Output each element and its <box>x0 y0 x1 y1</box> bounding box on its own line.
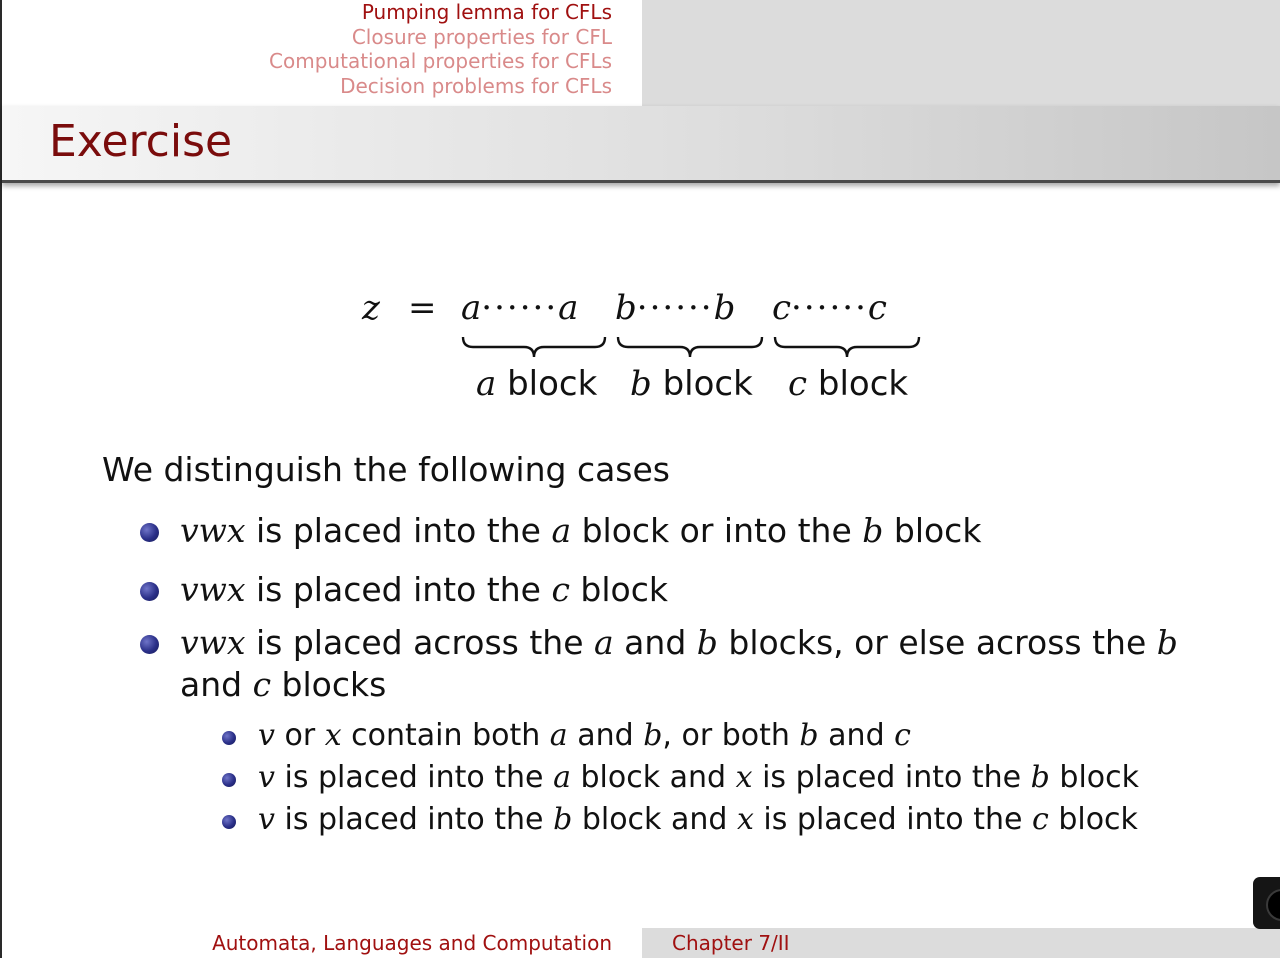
text-run: is placed into the <box>752 760 1031 795</box>
text-run: block and <box>570 760 736 795</box>
navigation-panel-right <box>642 0 1280 106</box>
b-block-symbol: b <box>630 364 652 404</box>
frame-title: Exercise <box>49 116 233 167</box>
text-run: blocks, or else across the <box>717 623 1157 662</box>
frame-title-bar <box>2 106 1280 183</box>
text-run: or <box>274 718 325 753</box>
math-a: a <box>551 511 572 550</box>
case-1 <box>180 510 981 552</box>
subcase-1 <box>258 716 911 756</box>
text-run: is placed into the <box>753 802 1032 837</box>
c-block-label <box>788 363 908 405</box>
bullet-icon <box>140 523 159 542</box>
math-a: a <box>594 623 614 662</box>
math-c: c <box>894 718 911 753</box>
math-b: b <box>862 511 884 550</box>
floating-control-button[interactable] <box>1253 877 1280 929</box>
text-run: block <box>1048 802 1138 837</box>
text-run: is placed into the <box>274 760 554 795</box>
math-b: b <box>553 802 573 837</box>
math-b: b <box>643 718 663 753</box>
footer-title[interactable]: Automata, Languages and Computation <box>212 931 612 955</box>
sub-bullet-icon <box>222 773 236 787</box>
math-c: c <box>551 570 570 609</box>
equals-sign <box>408 288 437 328</box>
equals-symbol: = <box>408 288 437 328</box>
c-dots: ······ <box>791 288 868 328</box>
math-x: x <box>324 718 342 753</box>
math-vwx: vwx <box>180 570 246 609</box>
case-3-line-2 <box>180 664 386 706</box>
math-x: x <box>735 760 753 795</box>
bullet-icon <box>140 582 159 601</box>
a-block-word: block <box>507 364 598 404</box>
b-dots: ······ <box>636 288 714 328</box>
b-run <box>615 288 735 328</box>
text-run: and <box>818 718 895 753</box>
intro-text: We distinguish the following cases <box>102 450 670 489</box>
math-vwx: vwx <box>180 511 246 550</box>
text-run: contain both <box>341 718 550 753</box>
a-underbrace <box>461 335 607 361</box>
subcase-2 <box>258 758 1139 798</box>
text-run: and <box>567 718 644 753</box>
b-start-symbol: b <box>615 288 637 328</box>
circle-icon <box>1266 889 1280 921</box>
equation-lhs <box>362 288 380 328</box>
a-block-symbol: a <box>476 364 497 404</box>
c-end-symbol: c <box>867 288 887 328</box>
text-run: and <box>613 623 697 662</box>
text-run: block and <box>572 802 737 837</box>
text-run: is placed into the <box>245 570 552 609</box>
math-c: c <box>1031 802 1049 837</box>
footer-right <box>642 928 1280 958</box>
math-v: v <box>258 760 275 795</box>
b-block-word: block <box>662 364 753 404</box>
math-a: a <box>549 718 568 753</box>
b-end-symbol: b <box>713 288 736 328</box>
text-run: block <box>569 570 668 609</box>
text-run: is placed into the <box>274 802 554 837</box>
nav-link-decision-problems[interactable]: Decision problems for CFLs <box>340 73 612 98</box>
text-run: block <box>1049 760 1139 795</box>
math-b: b <box>1030 760 1050 795</box>
section-navigation <box>2 0 642 106</box>
a-block-label <box>476 363 597 405</box>
math-v: v <box>258 718 275 753</box>
math-a: a <box>553 760 571 795</box>
sub-bullet-icon <box>222 815 236 829</box>
b-block-label <box>630 363 753 405</box>
math-v: v <box>258 802 275 837</box>
text-run: block <box>883 511 982 550</box>
b-underbrace <box>616 335 764 361</box>
text-run: block or into the <box>571 511 863 550</box>
c-start-symbol: c <box>772 288 792 328</box>
nav-link-pumping-lemma[interactable]: Pumping lemma for CFLs <box>361 0 612 24</box>
text-run: is placed across the <box>245 623 594 662</box>
math-b: b <box>799 718 819 753</box>
c-block-word: block <box>817 364 909 404</box>
c-block-symbol: c <box>788 364 808 404</box>
text-run: blocks <box>271 665 387 704</box>
nav-link-closure-properties[interactable]: Closure properties for CFL <box>351 24 612 49</box>
nav-link-computational-properties[interactable]: Computational properties for CFLs <box>269 49 612 74</box>
a-start-symbol: a <box>461 288 482 328</box>
math-vwx: vwx <box>180 623 246 662</box>
bullet-icon <box>140 635 159 654</box>
case-2 <box>180 569 668 611</box>
text-run: is placed into the <box>245 511 552 550</box>
math-b: b <box>1156 623 1178 662</box>
a-end-symbol: a <box>558 288 579 328</box>
a-dots: ······ <box>481 288 559 328</box>
c-underbrace <box>773 335 921 361</box>
case-3-line-1 <box>180 622 1178 664</box>
text-run: and <box>180 665 253 704</box>
variable-z: z <box>362 288 380 328</box>
c-run <box>772 288 887 328</box>
footer-left <box>2 928 642 958</box>
sub-bullet-icon <box>222 731 236 745</box>
footer-chapter[interactable]: Chapter 7/II <box>672 931 790 955</box>
text-run: , or both <box>662 718 800 753</box>
subcase-3 <box>258 800 1138 840</box>
math-c: c <box>252 665 272 704</box>
a-run <box>461 288 578 328</box>
math-b: b <box>696 623 718 662</box>
math-x: x <box>736 802 754 837</box>
